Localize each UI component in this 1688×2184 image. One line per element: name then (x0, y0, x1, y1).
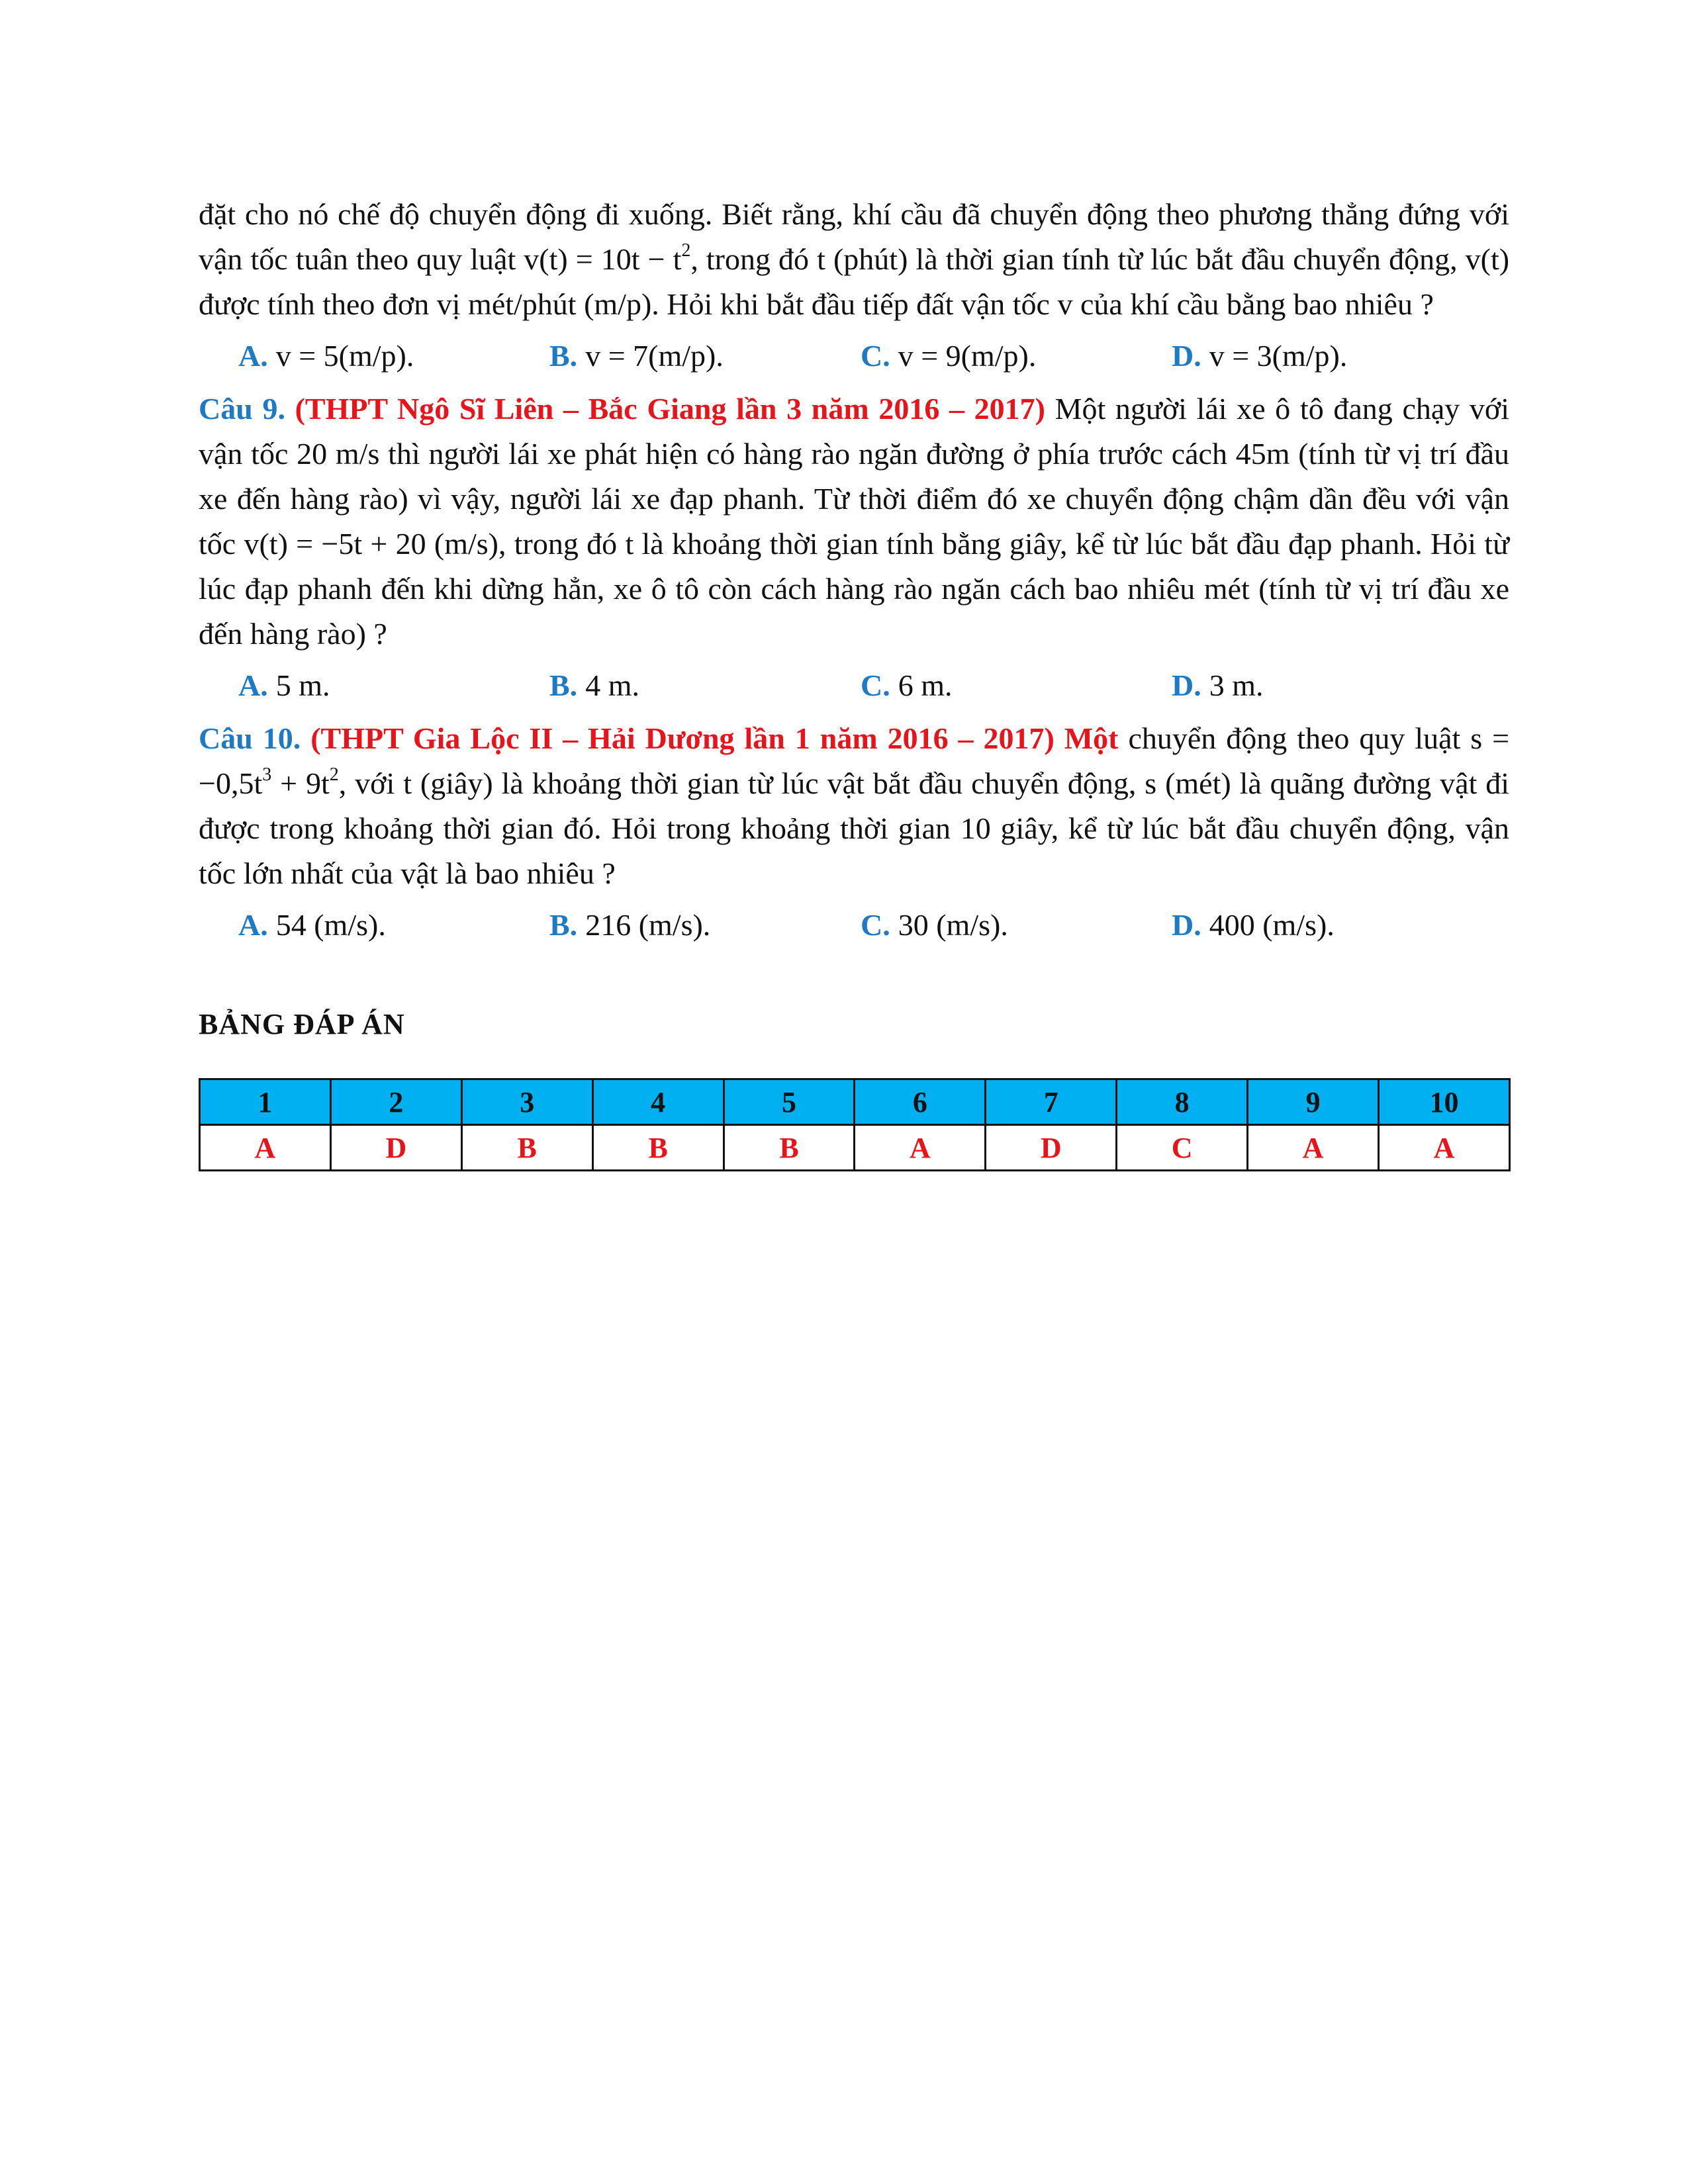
q10-option-a: A. 54 (m/s). (238, 908, 386, 942)
answer-letter: D (986, 1125, 1117, 1171)
answer-number: 1 (200, 1079, 331, 1125)
q9-option-b: B. 4 m. (549, 668, 639, 702)
q9-formula: v(t) = −5t + 20 (m/s), (244, 527, 506, 561)
q8-option-a: A. v = 5(m/p). (238, 339, 414, 373)
answer-letter: A (1248, 1125, 1379, 1171)
answer-key-title: BẢNG ĐÁP ÁN (199, 1008, 405, 1040)
answer-number: 4 (592, 1079, 724, 1125)
answer-letter: B (724, 1125, 855, 1171)
q9-source: (THPT Ngô Sĩ Liên – Bắc Giang lần 3 năm 2016 – 2017) (295, 392, 1045, 426)
q10-option-d: D. 400 (m/s). (1172, 908, 1335, 942)
answer-key-answer-row (200, 1125, 1510, 1171)
q8-v-var: v (1057, 287, 1073, 321)
q9-label: Câu 9. (199, 392, 285, 426)
answer-number: 5 (724, 1079, 855, 1125)
answer-key-table (199, 1078, 1511, 1171)
q10-label: Câu 10. (199, 721, 301, 755)
answer-number: 8 (1117, 1079, 1248, 1125)
answer-number: 7 (986, 1079, 1117, 1125)
q8-options (199, 334, 1509, 379)
q10-option-c: C. 30 (m/s). (861, 908, 1008, 942)
q10-options (199, 903, 1509, 948)
answer-letter: A (200, 1125, 331, 1171)
q9-distance: 45m (1235, 437, 1290, 471)
q9-speed: 20 m/s (297, 437, 380, 471)
q8-vt: v(t) (1465, 242, 1510, 276)
answer-key-number-row (200, 1079, 1510, 1125)
q10-option-b: B. 216 (m/s). (549, 908, 711, 942)
q9-option-a: A. 5 m. (238, 668, 330, 702)
q9-option-d: D. 3 m. (1172, 668, 1264, 702)
q8-line-1: đặt cho nó chế độ chuyển động đi xuống. Biết rằng, khí cầu đã chuyển động theo phương (199, 197, 1313, 231)
q10-source: (THPT Gia Lộc II – Hải Dương lần 1 năm 2016 – 2017) Một (310, 721, 1119, 755)
q9-option-c: C. 6 m. (861, 668, 953, 702)
answer-letter: D (330, 1125, 461, 1171)
answer-letter: B (461, 1125, 592, 1171)
q8-option-d: D. v = 3(m/p). (1172, 339, 1348, 373)
q8-option-b: B. v = 7(m/p). (549, 339, 724, 373)
q9-text: Câu 9. (THPT Ngô Sĩ Liên – Bắc Giang lần 3 năm 2016 – 2017) Một người lái xe ô tô đang chạy với vận tốc 20 m/s thì người lái xe phát hiện có hàng rào ngăn đường ở phía trước cách 45m (tính từ vị trí đầu xe đến hàng rào) vì vậy, người lái xe đạp phanh. Từ thời điểm đó xe chuyển động chậm dần đều với vận tốc v(t) = −5t + 20 (m/s), trong đó t là khoảng thời gian tính bằng giây, kể từ lúc bắt đầu đạp phanh. Hỏi từ lúc đạp phanh đến khi dừng hẳn, xe ô tô còn cách hàng rào ngăn cách bao nhiêu mét (tính từ vị trí đầu xe đến hàng rào) ? (199, 392, 1510, 651)
document-page (199, 192, 1509, 1171)
answer-letter: B (592, 1125, 724, 1171)
q8-line-2a: thẳng đứng với vận tốc tuân theo quy luật (199, 197, 1510, 276)
answer-letter: A (855, 1125, 986, 1171)
q8-unit: (m/p). (584, 287, 659, 321)
answer-number: 10 (1379, 1079, 1510, 1125)
q8-option-c: C. v = 9(m/p). (861, 339, 1037, 373)
q8-formula: $v(t) = 10t - t^2$ (524, 240, 691, 276)
answer-number: 3 (461, 1079, 592, 1125)
answer-number: 6 (855, 1079, 986, 1125)
q8-text: đặt cho nó chế độ chuyển động đi xuống. Biết rằng, khí cầu đã chuyển động theo phương thẳng đứng với vận tốc tuân theo quy luật $v(t) = 10t - t^2$, trong đó t (phút) là thời gian tính từ lúc bắt đầu chuyển động, v(t) được tính theo đơn vị mét/phút (m/p). Hỏi khi bắt đầu tiếp đất vận tốc v của khí cầu bằng bao nhiêu ? (199, 197, 1510, 321)
q10-formula: $s = -0,5t^3 + 9t^2$ (199, 721, 1510, 800)
q8-t-var: t (817, 242, 825, 276)
q10-text: Câu 10. (THPT Gia Lộc II – Hải Dương lần 1 năm 2016 – 2017) Một chuyển động theo quy luật $s = -0,5t^3 + 9t^2$, với t (giây) là khoảng thời gian từ lúc vật bắt đầu chuyển động, s (mét) là quãng đường vật đi được trong khoảng thời gian đó. Hỏi trong khoảng thời gian 10 giây, kể từ lúc bắt đầu chuyển động, vận tốc lớn nhất của vật là bao nhiêu ? (199, 721, 1510, 890)
answer-letter: C (1117, 1125, 1248, 1171)
answer-number: 2 (330, 1079, 461, 1125)
answer-letter: A (1379, 1125, 1510, 1171)
q9-options (199, 663, 1509, 708)
answer-number: 9 (1248, 1079, 1379, 1125)
